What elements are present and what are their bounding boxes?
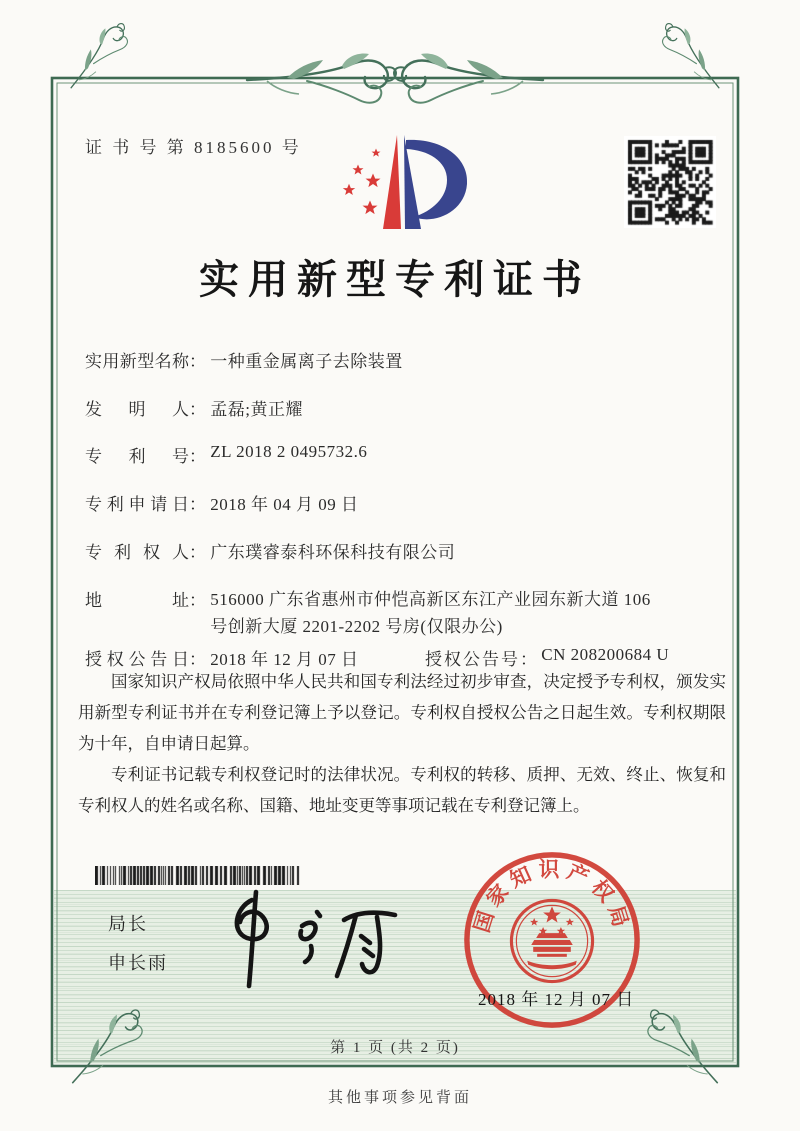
field-value: 2018 年 04 月 09 日 — [210, 495, 359, 514]
back-note: 其他事项参见背面 — [327, 1090, 472, 1106]
director-title: 局长 — [108, 914, 148, 934]
field-row-inventor — [85, 395, 303, 420]
seal-date: 2018 年 12 月 07 日 — [478, 990, 635, 1009]
signature — [205, 886, 405, 991]
certificate-title: 实用新型专利证书 — [199, 257, 591, 302]
certificate-number: 证 书 号 第 8185600 号 — [85, 138, 302, 157]
colon: ： — [189, 495, 206, 514]
colon: ： — [189, 352, 206, 371]
field-value: 广东璞睿泰科环保科技有限公司 — [210, 543, 456, 562]
field-label: 地址 — [85, 591, 189, 610]
field-label: 授权公告日 — [85, 650, 189, 669]
colon: ： — [189, 591, 206, 610]
paragraph-grant: 国家知识产权局依照中华人民共和国专利法经过初步审查，决定授予专利权，颁发实用新型专利证书并在专利登记簿上予以登记。专利权自授权公告之日起生效。专利权期限为十年，自申请日起算。 — [78, 672, 726, 753]
field-value: ZL 2018 2 0495732.6 — [210, 442, 368, 461]
field-value: 孟磊;黄正耀 — [210, 400, 303, 419]
field-label: 专利号 — [85, 447, 189, 466]
director-block — [108, 910, 168, 975]
colon: ： — [189, 543, 206, 562]
field-label: 专利申请日 — [85, 495, 189, 514]
colon: ： — [189, 400, 206, 419]
field-row-patentee — [85, 538, 455, 563]
paragraph-register: 专利证书记载专利权登记时的法律状况。专利权的转移、质押、无效、终止、恢复和专利权人的姓名或名称、国籍、地址变更等事项记载在专利登记簿上。 — [78, 765, 726, 815]
field-label: 授权公告号 — [425, 650, 520, 669]
page-number: 第 1 页 (共 2 页) — [330, 1040, 460, 1056]
colon: ： — [189, 650, 206, 669]
seal-national-emblem-icon — [511, 900, 592, 981]
field-value: 一种重金属离子去除装置 — [210, 352, 403, 371]
seal-text: 国家知识产权局 — [470, 858, 634, 936]
field-label: 发明人 — [85, 400, 189, 419]
director-name: 申长雨 — [108, 953, 168, 973]
barcode — [95, 866, 300, 885]
field-value: CN 208200684 U — [541, 645, 670, 664]
cnipa-logo-icon — [328, 128, 478, 238]
field-row-address — [85, 586, 662, 640]
field-row-name — [85, 347, 403, 372]
legal-paragraphs — [78, 666, 726, 821]
field-label: 专利权人 — [85, 543, 189, 562]
field-value: 2018 年 12 月 07 日 — [210, 650, 359, 669]
qr-code — [624, 136, 716, 228]
colon: ： — [189, 447, 206, 466]
field-label: 实用新型名称 — [85, 352, 189, 371]
colon: ： — [520, 650, 537, 669]
field-row-filing-date — [85, 490, 359, 515]
field-row-patent-no — [85, 442, 367, 467]
field-value: 516000 广东省惠州市仲恺高新区东江产业园东新大道 106 号创新大厦 2201-2202 号房(仅限办公) — [210, 590, 651, 636]
